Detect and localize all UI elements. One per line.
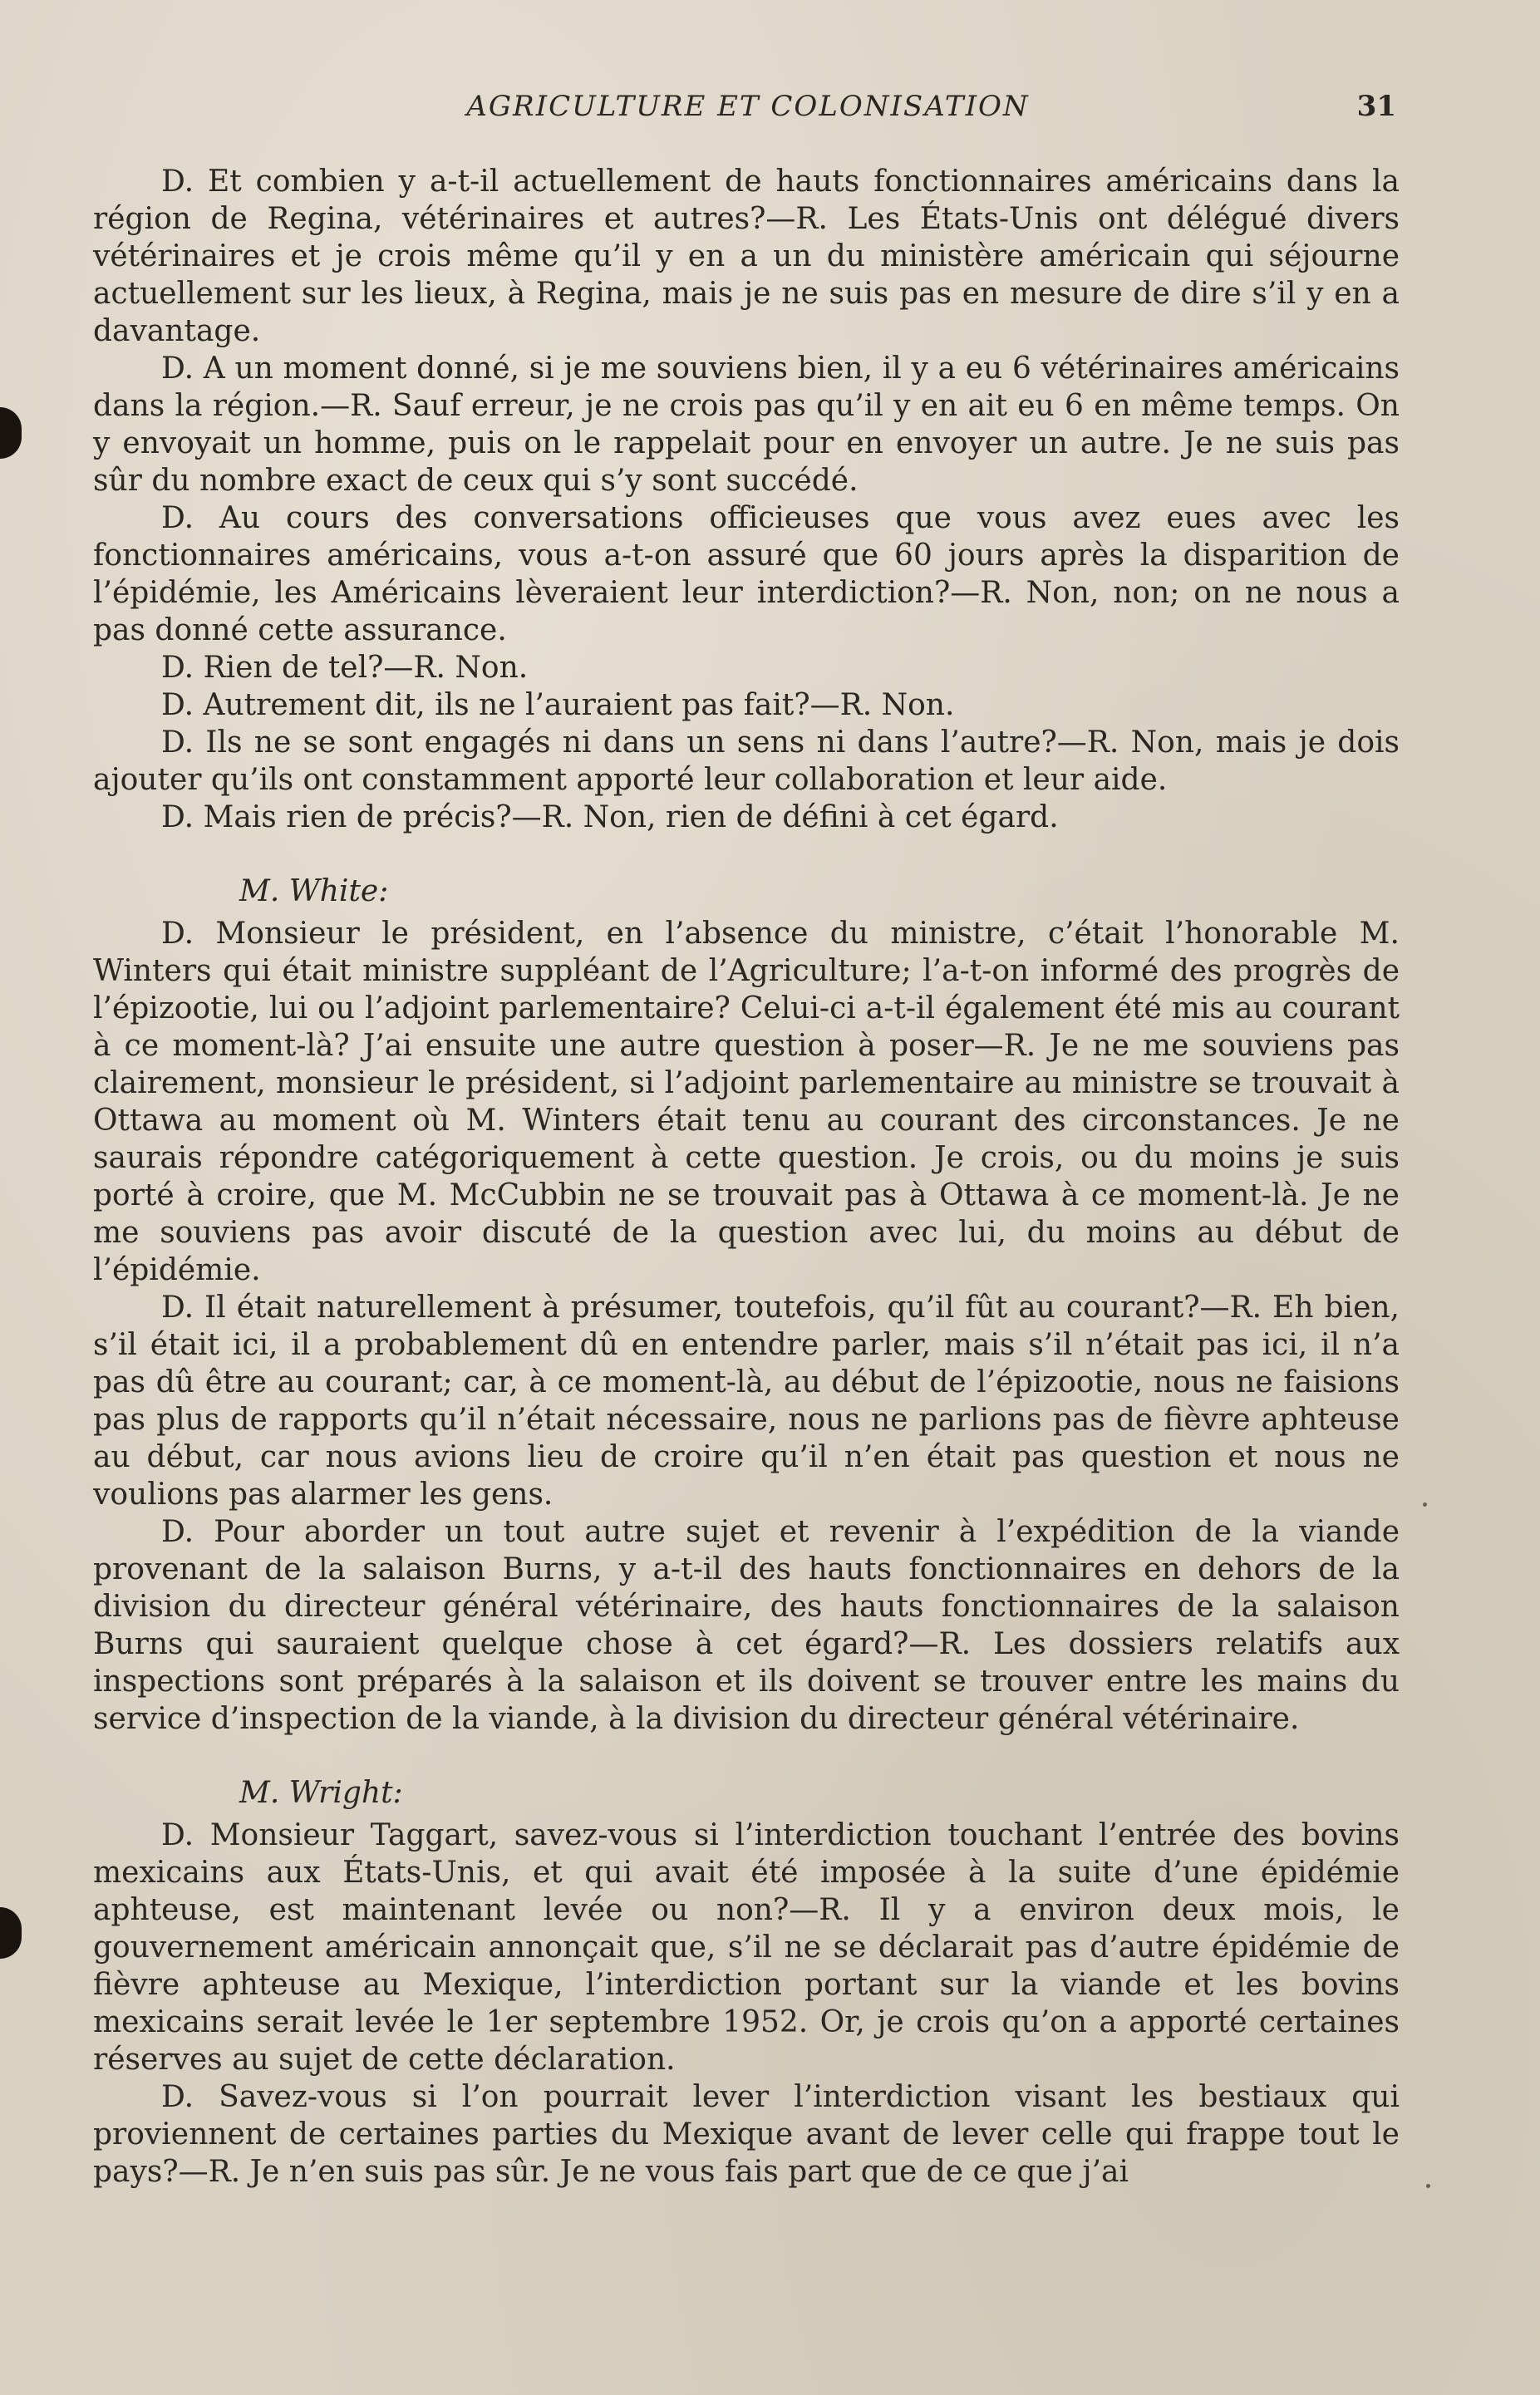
paragraph: D. Autrement dit, ils ne l’auraient pas fait?—R. Non. xyxy=(161,688,955,722)
paragraph: D. Monsieur le président, en l’absence du ministre, c’était l’honorable M. Winters qui était ministre suppléant de l’Agriculture; l’a-t-on informé des progrès de l’épizootie, lui ou l’adjoint parlementaire? Celui-ci a-t-il également été mis au courant à ce moment-là? J’ai ensuite une autre question à poser—R. Je ne me souviens pas clairement, monsieur le président, si l’adjoint parlementaire au ministre se trouvait à Ottawa au moment où M. Winters était tenu au courant des circonstances. Je ne saurais répondre catégoriquement à cette question. Je crois, ou du moins je suis porté à croire, que M. McCubbin ne se trouvait pas à Ottawa à ce moment-là. Je ne me souviens pas avoir discuté de la question avec lui, du moins au début de l’épidémie. xyxy=(93,917,1400,1287)
page-body xyxy=(93,163,1400,2191)
paragraph: D. Pour aborder un tout autre sujet et revenir à l’expédition de la viande provenant de la salaison Burns, y a-t-il des hauts fonctionnaires en dehors de la division du directeur général vétérinaire, des hauts fonctionnaires de la salaison Burns qui sauraient quelque chose à cet égard?—R. Les dossiers relatifs aux inspections sont préparés à la salaison et ils doivent se trouver entre les mains du service d’inspection de la viande, à la division du directeur général vétérinaire. xyxy=(93,1515,1400,1736)
paragraph: D. Rien de tel?—R. Non. xyxy=(161,651,529,685)
page-number: 31 xyxy=(1356,90,1396,123)
paragraph: D. Ils ne se sont engagés ni dans un sens ni dans l’autre?—R. Non, mais je dois ajouter qu’ils ont constamment apporté leur collaboration et leur aide. xyxy=(93,725,1400,797)
paragraph: D. Savez-vous si l’on pourrait lever l’interdiction visant les bestiaux qui proviennent de certaines parties du Mexique avant de lever celle qui frappe tout le pays?—R. Je n’en suis pas sûr. Je ne vous fais part que de ce que j’ai xyxy=(93,2080,1400,2189)
binding-hole-top xyxy=(0,407,22,459)
speaker-heading: M. White: xyxy=(239,874,389,908)
paragraph: D. Monsieur Taggart, savez-vous si l’interdiction touchant l’entrée des bovins mexicains aux États-Unis, et qui avait été imposée à la suite d’une épidémie aphteuse, est maintenant levée ou non?—R. Il y a environ deux mois, le gouvernement américain annonçait que, s’il ne se déclarait pas d’autre épidémie de fièvre aphteuse au Mexique, l’interdiction portant sur la viande et les bovins mexicains serait levée le 1er septembre 1952. Or, je crois qu’on a apporté certaines réserves au sujet de cette déclaration. xyxy=(93,1818,1400,2077)
binding-hole-bottom xyxy=(0,1907,22,1959)
running-title: AGRICULTURE ET COLONISATION xyxy=(466,90,1030,123)
paper-speck xyxy=(1426,2184,1430,2188)
paragraph: D. A un moment donné, si je me souviens bien, il y a eu 6 vétérinaires américains dans la région.—R. Sauf erreur, je ne crois pas qu’il y en ait eu 6 en même temps. On y envoyait un homme, puis on le rappelait pour en envoyer un autre. Je ne suis pas sûr du nombre exact de ceux qui s’y sont succédé. xyxy=(93,352,1400,498)
paper-speck xyxy=(1423,1502,1427,1507)
paragraph: D. Il était naturellement à présumer, toutefois, qu’il fût au courant?—R. Eh bien, s’il était ici, il a probablement dû en entendre parler, mais s’il n’était pas ici, il n’a pas dû être au courant; car, à ce moment-là, au début de l’épizootie, nous ne faisions pas plus de rapports qu’il n’était nécessaire, nous ne parlions pas de fièvre aphteuse au début, car nous avions lieu de croire qu’il n’en était pas question et nous ne voulions pas alarmer les gens. xyxy=(93,1291,1400,1512)
paragraph: D. Et combien y a-t-il actuellement de hauts fonctionnaires américains dans la région de Regina, vétérinaires et autres?—R. Les États-Unis ont délégué divers vétérinaires et je crois même qu’il y en a un du ministère américain qui séjourne actuellement sur les lieux, à Regina, mais je ne suis pas en mesure de dire s’il y en a davantage. xyxy=(93,165,1400,348)
paragraph: D. Au cours des conversations officieuses que vous avez eues avec les fonctionnaires américains, vous a-t-on assuré que 60 jours après la disparition de l’épidémie, les Américains lèveraient leur interdiction?—R. Non, non; on ne nous a pas donné cette assurance. xyxy=(93,501,1400,647)
page-header xyxy=(100,90,1396,131)
paragraph: D. Mais rien de précis?—R. Non, rien de défini à cet égard. xyxy=(161,800,1059,834)
speaker-heading: M. Wright: xyxy=(239,1776,403,1810)
